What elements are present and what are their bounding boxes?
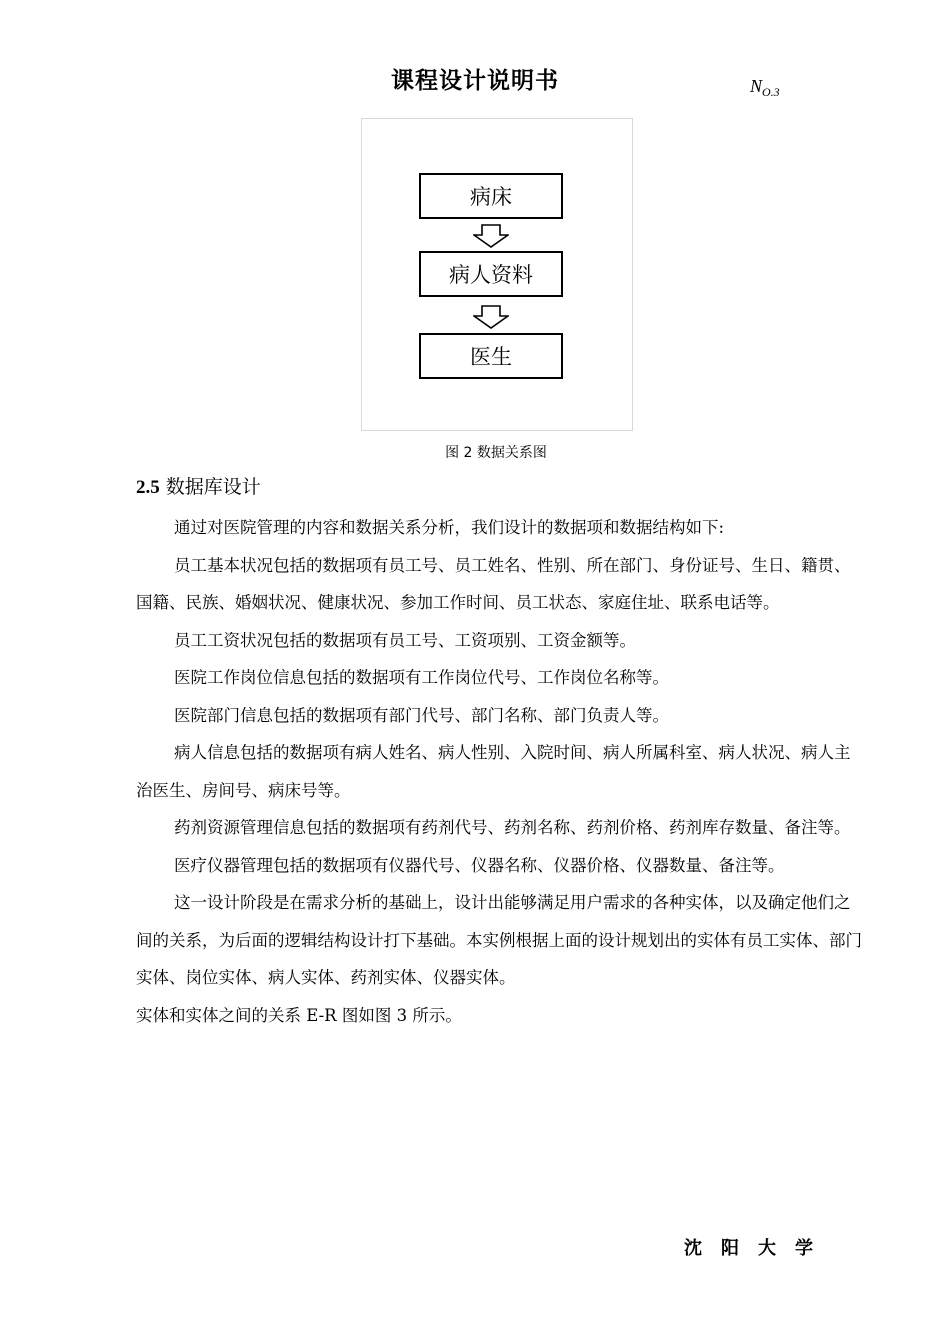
body-text: [136, 509, 862, 1034]
section-title: 数据库设计: [159, 476, 261, 498]
down-arrow-icon: [473, 224, 509, 248]
paragraph: 医院部门信息包括的数据项有部门代号、部门名称、部门负责人等。: [174, 705, 669, 725]
figure-box-bed: 病床: [419, 173, 563, 219]
page-number: [750, 76, 780, 100]
paragraph: 医疗仪器管理包括的数据项有仪器代号、仪器名称、仪器价格、仪器数量、备注等。: [174, 855, 785, 875]
figure-box-patient-info: 病人资料: [419, 251, 563, 297]
paragraph: 药剂资源管理信息包括的数据项有药剂代号、药剂名称、药剂价格、药剂库存数量、备注等。: [174, 818, 851, 837]
paragraph: 员工基本状况包括的数据项有员工号、员工姓名、性别、所在部门、身份证号、生日、籍贯、国籍、民族、婚姻状况、健康状况、参加工作时间、员工状态、家庭住址、联系电话等。: [136, 555, 851, 612]
paragraph: 医院工作岗位信息包括的数据项有工作岗位代号、工作岗位名称等。: [174, 668, 669, 687]
document-title: 课程设计说明书: [391, 68, 559, 94]
university-name: 沈阳大学: [684, 1238, 832, 1259]
data-relationship-figure: [361, 118, 633, 431]
down-arrow-icon: [473, 305, 509, 329]
paragraph: 病人信息包括的数据项有病人姓名、病人性别、入院时间、病人所属科室、病人状况、病人主治医生、房间号、病床号等。: [136, 743, 851, 800]
section-heading: [136, 472, 261, 499]
paragraph: 实体和实体之间的关系 E-R 图如图 3 所示。: [136, 1005, 462, 1025]
figure-box-doctor: 医生: [419, 333, 563, 379]
figure-caption: 图 2 数据关系图: [445, 445, 547, 461]
section-number: 2.5: [136, 477, 160, 498]
page-number-main: N: [750, 76, 763, 96]
paragraph: 通过对医院管理的内容和数据关系分析，我们设计的数据项和数据结构如下:: [174, 518, 725, 537]
paragraph: 这一设计阶段是在需求分析的基础上，设计出能够满足用户需求的各种实体，以及确定他们之间的关系，为后面的逻辑结构设计打下基础。本实例根据上面的设计规划出的实体有员工实体、部门实体、岗位实体、病人实体、药剂实体、仪器实体。: [136, 893, 862, 987]
paragraph: 员工工资状况包括的数据项有员工号、工资项别、工资金额等。: [174, 630, 636, 650]
page-number-sub: O.3: [762, 85, 780, 99]
